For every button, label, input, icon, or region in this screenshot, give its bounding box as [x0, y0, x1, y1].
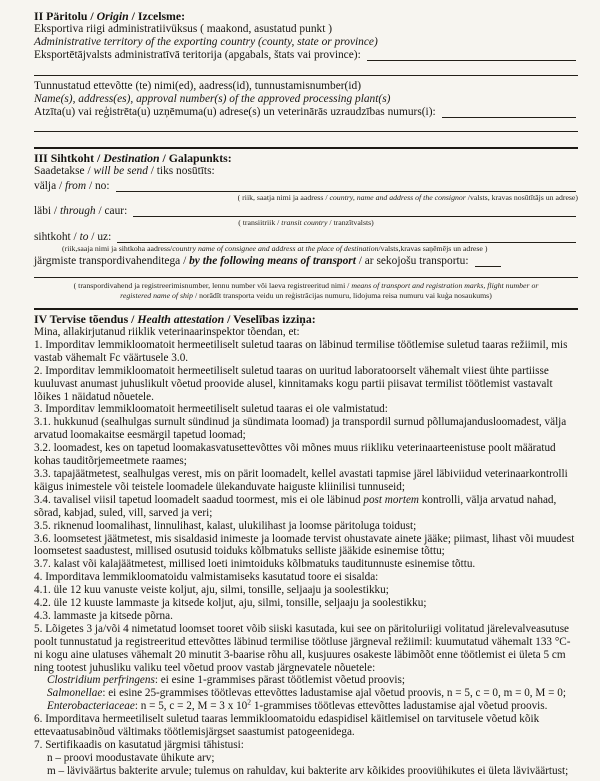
plant-line-english: Name(s), address(es), approval number(s) of the approved processing plant(s): [34, 93, 391, 105]
attestation-paragraph-4-2: 4.2. üle 12 kuuste lammaste ja kitsede koljut, aju, silmi, tonsille, seljaaju ja soolestikku;: [34, 597, 427, 610]
attestation-paragraph-3-6: 3.6. loomsetest jäätmetest, mis sisaldasid inimeste ja loomade tervist ohustavate ainete jääke; piimast, lihast või muudest loomsetest saadustest, millised osutusid toiduks kõlbmatuks selliste jääkide esinemise tõttu;: [34, 532, 575, 558]
attestation-heading-lv: / Veselības izziņa:: [224, 312, 316, 326]
destination-heading: [34, 152, 578, 165]
section-attestation: [34, 313, 578, 778]
destination-subtitle-et: Saadetakse /: [34, 165, 94, 177]
attestation-paragraph-1: 1. Imporditav lemmikloomatoit hermeetiliselt suletud taaras on läbinud termilise töötlemise suletud taaras režiimil, mis vastab vähemalt Fc väärtusele 3.0.: [34, 338, 568, 364]
destination-from-note: ( riik, saatja nimi ja aadress / country, name and address of the consignor /valsts, kravas nosūtītājs un adrese): [237, 193, 578, 202]
origin-heading: [34, 10, 578, 23]
attestation-paragraph-3-5: 3.5. riknenud loomalihast, linnulihast, kalast, ulukilihast ja loomse päritoluga toidust;: [34, 519, 417, 532]
plant-blank-write-in-line: [34, 119, 578, 132]
destination-to-note: (riik,saaja nimi ja sihtkoha aadress/country name of consignee and address at the place of destination/valsts,kravas saņēmējs un adrese ): [62, 244, 488, 253]
attestation-legend-m: m – läviväärtus bakterite arvule; tulemus on rahuldav, kui bakterite arv kõikides prooviühikutes ei ületa läviväärtust;: [47, 764, 569, 777]
plant-line-estonian: Tunnustatud ettevõtte (te) nimi(ed), aadress(id), tunnustamisnumber(id): [34, 80, 361, 92]
destination-transport-row: [34, 255, 578, 268]
section-destination: [34, 152, 578, 301]
destination-subtitle: [34, 165, 578, 178]
attestation-intro: Mina, allakirjutanud riiklik veterinaarinspektor tõendan, et:: [34, 326, 300, 338]
origin-heading-et: II Päritolu /: [34, 9, 97, 23]
plant-line-latvian-row: [34, 106, 578, 119]
destination-to-label: sihtkoht / to / uz:: [34, 231, 112, 243]
attestation-paragraph-3-1: 3.1. hukkunud (sealhulgas surnult sündinud ja sündimata loomad) ja transpordil surnud põllumajandusloomadest, välja arvatud loomakaitse eesmärgil tapetud loomad;: [34, 416, 567, 442]
origin-line-latvian-row: [34, 49, 578, 62]
attestation-paragraph-4-1: 4.1. üle 12 kuu vanuste veiste koljut, aju, silmi, tonsille, seljaaju ja soolestikku;: [34, 584, 389, 597]
transport-blank-write-in-line: [34, 268, 578, 278]
attestation-paragraph-3-7: 3.7. kalast või kalajäätmetest, millised loeti inimtoiduks kõlbmatuks tauditunnuste esinemise tõttu.: [34, 558, 476, 571]
origin-line-english: Administrative territory of the exporting country (county, state or province): [34, 36, 378, 48]
plant-blank-fill-line: [442, 117, 576, 118]
origin-blank-fill-line: [367, 60, 576, 61]
destination-subtitle-en: will be send: [93, 165, 148, 177]
destination-to-row: [34, 231, 578, 244]
attestation-paragraph-5: 5. Lõigetes 3 ja/või 4 nimetatud loomset tooret võib siiski kasutada, kui see on päritoluriigi volitatud järelevalveasutuse poolt tunnustatud ja registreeritud ettevõttes läbinud termilise töötluse järgneval režiimil: kuumutatud vähemalt 133 °C-ni kogu aine ulatuses vähemalt 20 minutit 3-baarise rõhu all, kusjuures osakeste läbimõõt enne töötlemist ei ületa 5 cm ning tootest juhusliku valiku teel võetud proov vastab järgnevatele nõuetele:: [34, 622, 571, 674]
attestation-paragraph-7: 7. Sertifikaadis on kasutatud järgmisi tähistusi:: [34, 739, 244, 751]
plant-line-latvian: Atzīta(u) vai reģistrēta(u) uzņēmuma(u) adrese(s) un veterinārās uzraudzības numurs(i):: [34, 106, 436, 118]
destination-through-note: ( transiitriik / transit country / tranzītvalsts): [238, 218, 374, 227]
origin-line-estonian: Eksportiva riigi administratiivüksus ( maakond, asustatud punkt ): [34, 23, 333, 35]
from-blank-fill-line: [116, 191, 576, 192]
section-approved-plant: [34, 80, 578, 132]
attestation-legend-n: n – proovi moodustavate ühikute arv;: [47, 751, 215, 764]
horizontal-rule-before-attestation: [34, 308, 578, 310]
attestation-paragraph-3-3: 3.3. tapajäätmetest, sealhulgas verest, mis on pärit loomadelt, kellel avastati tapmise järel läbiviidud veterinaarkontrolli käigus inimestele või teistele loomadele ülekanduvate haiguste kliinilisi tunnuseid;: [34, 467, 568, 493]
attestation-heading: [34, 313, 578, 326]
attestation-clostridium-requirement: Clostridium perfringens: ei esine 1-grammises pärast töötlemist võetud proovis;: [47, 674, 405, 687]
attestation-paragraph-3-4: 3.4. tavalisel viisil tapetud loomadelt saadud toormest, mis ei ole läbinud post mortem kontrolli, välja arvatud nahad, sõrad, kabjad, suled, vill, sarved ja veri;: [34, 493, 557, 519]
transport-blank-fill-line: [475, 266, 501, 267]
origin-heading-lv: / Izcelsme:: [128, 9, 186, 23]
destination-transport-label: järgmiste transpordivahenditega / by the following means of transport / ar sekojošu transportu:: [34, 255, 469, 267]
destination-through-row: [34, 205, 578, 218]
destination-subtitle-lv: / tiks nosūtīts:: [147, 165, 215, 177]
attestation-paragraph-2: 2. Imporditav lemmikloomatoit hermeetiliselt suletud taaras on uuritud laboratoorselt vähemalt viiest ühte partiisse kuuluvast anumast juhuslikult võetud proovide alusel, kinnitamaks kogu partii piisavat termilist töötlemist vastavalt lõikes 1 näidatud nõuetele.: [34, 364, 553, 403]
origin-heading-en: Origin: [96, 9, 129, 23]
attestation-paragraph-4-3: 4.3. lammaste ja kitsede põrna.: [34, 609, 173, 622]
attestation-paragraph-3: 3. Imporditav lemmikloomatoit hermeetiliselt suletud taaras ei ole valmistatud:: [34, 403, 388, 416]
attestation-heading-en: Health attestation: [137, 312, 225, 326]
attestation-heading-et: IV Tervise tõendus /: [34, 312, 138, 326]
destination-heading-et: III Sihtkoht /: [34, 151, 104, 165]
horizontal-rule-before-destination: [34, 147, 578, 149]
attestation-salmonellae-requirement: Salmonellae: ei esine 25-grammises töötlevas ettevõttes ladustamise ajal võetud proovis, n = 5, c = 0, m = 0, M = 0;: [47, 687, 566, 700]
horizontal-rule-origin-plant: [34, 75, 578, 76]
destination-through-label: läbi / through / caur:: [34, 205, 128, 217]
attestation-paragraph-6: 6. Imporditava hermeetiliselt suletud taaras lemmikloomatoidu edaspidisel käitlemisel on tarvitusele võetud kõik ettevaatusabinõud vältimaks töötlemisjärgset saastumist patogeenidega.: [34, 713, 540, 739]
through-blank-fill-line: [133, 216, 576, 217]
origin-line-latvian: Eksportētājvalsts administratīvā teritorija (apgabals, štats vai province):: [34, 49, 361, 61]
attestation-paragraph-3-2: 3.2. loomadest, kes on tapetud loomakasvatusettevõttes või mõnes muus riikliku veterinaarteenistuse poolt määratud kohas tauditõrjemeetmete raames;: [34, 442, 556, 468]
section-origin: [34, 10, 578, 62]
to-blank-fill-line: [117, 242, 576, 243]
destination-heading-lv: / Galapunkts:: [159, 151, 232, 165]
destination-from-label: välja / from / no:: [34, 180, 110, 192]
attestation-enterobacteriaceae-requirement: Enterobacteriaceae: n = 5, c = 2, M = 3 x $10^2$ 1-grammises töötlevas ettevõttes ladustamise ajal võetud proovis.: [47, 697, 548, 713]
transport-note: ( transpordivahend ja registreerimisnumber, lennu number või laeva registreeritud nimi / means of transport and registration marks, flight number or registered name of ship / norādīt transporta veidu un reģistrācijas numuru, lidojuma reisa numuru vai kuģa nosaukums): [73, 281, 539, 300]
exponent: 2: [247, 697, 252, 707]
attestation-paragraph-4: 4. Imporditava lemmikloomatoidu valmistamiseks kasutatud toore ei sisalda:: [34, 571, 379, 584]
destination-heading-en: Destination: [103, 151, 160, 165]
destination-from-row: [34, 180, 578, 193]
